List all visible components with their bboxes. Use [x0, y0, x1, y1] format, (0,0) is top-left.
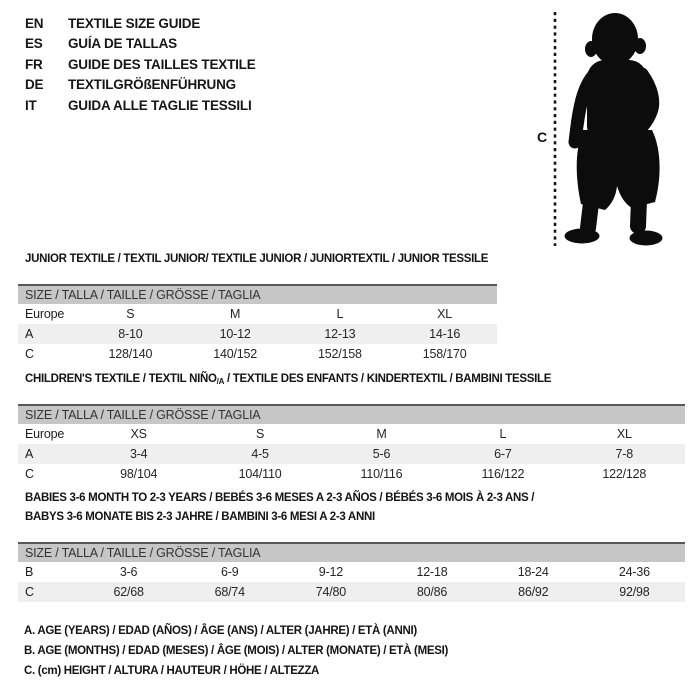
size-cell: S [256, 427, 265, 441]
height-cell: 62/68 [78, 582, 179, 602]
language-row [25, 75, 256, 95]
height-cell: 74/80 [280, 582, 381, 602]
table-row [18, 444, 685, 464]
months-cell: 3-6 [119, 565, 138, 579]
table-row [18, 562, 685, 582]
size-cell: XL [616, 427, 632, 441]
months-cell: 6-9 [221, 565, 239, 579]
age-cell: 8-10 [78, 324, 183, 344]
table-row [18, 304, 497, 324]
age-cell: 4-5 [199, 444, 320, 464]
language-title: GUIDE DES TAILLES TEXTILE [68, 56, 256, 72]
size-cell: XL [437, 307, 453, 321]
babies-size-table [18, 542, 685, 602]
size-cell: XS [130, 427, 147, 441]
months-cell: 12-18 [416, 565, 448, 579]
language-code: DE [25, 77, 44, 93]
table-row [18, 464, 685, 484]
language-row [25, 55, 256, 75]
size-header-bar: SIZE / TALLA / TAILLE / GRÖSSE / TAGLIA [18, 285, 497, 304]
baby-silhouette-shape [565, 13, 663, 246]
size-cell: L [499, 427, 507, 441]
age-cell: 10-12 [183, 324, 288, 344]
months-cell: 24-36 [618, 565, 650, 579]
language-code: ES [25, 36, 43, 52]
children-size-table [18, 404, 685, 484]
baby-silhouette-icon [535, 8, 695, 250]
children-title-part2: / TEXTILE DES ENFANTS / KINDERTEXTIL / BAMBINI TESSILE [224, 373, 552, 385]
babies-title-line1: BABIES 3-6 MONTH TO 2-3 YEARS / BEBÉS 3-6 MESES A 2-3 AÑOS / BÉBÉS 3-6 MOIS À 2-3 ANS / [25, 492, 535, 504]
junior-size-table [18, 284, 497, 364]
months-cell: 18-24 [517, 565, 549, 579]
height-cell: 140/152 [213, 347, 258, 361]
language-title-list [25, 14, 256, 116]
height-cell: 122/128 [602, 467, 647, 481]
note-b: B. AGE (MONTHS) / EDAD (MESES) / ÂGE (MOIS) / ALTER (MONATE) / ETÀ (MESI) [24, 645, 449, 657]
babies-title-line2: BABYS 3-6 MONATE BIS 2-3 JAHRE / BAMBINI 3-6 MESI A 2-3 ANNI [25, 511, 375, 523]
table-row [18, 424, 685, 444]
height-cell: 110/116 [360, 467, 403, 481]
size-header-bar: SIZE / TALLA / TAILLE / GRÖSSE / TAGLIA [18, 543, 685, 562]
height-cell: 104/110 [238, 467, 282, 481]
height-cell: 158/170 [422, 347, 467, 361]
height-cell: 80/86 [381, 582, 482, 602]
size-cell: L [336, 307, 344, 321]
language-code: EN [25, 16, 44, 31]
children-title-part1: CHILDREN'S TEXTILE / TEXTIL NIÑO [25, 373, 217, 385]
language-row [25, 34, 256, 54]
language-title: GUÍA DE TALLAS [68, 36, 177, 52]
age-cell: 14-16 [392, 324, 497, 344]
language-row [25, 96, 256, 116]
height-measure-figure [535, 8, 695, 250]
height-cell: 116/122 [481, 467, 525, 481]
babies-section-title [25, 489, 534, 527]
table-row [18, 582, 685, 602]
row-label: Europe [25, 427, 65, 441]
language-title: GUIDA ALLE TAGLIE TESSILI [68, 97, 252, 113]
height-cell: 86/92 [483, 582, 584, 602]
height-cell: 92/98 [584, 582, 685, 602]
row-label: A [18, 444, 78, 464]
language-row [25, 14, 256, 34]
age-cell: 3-4 [78, 444, 199, 464]
junior-section-title: JUNIOR TEXTILE / TEXTIL JUNIOR/ TEXTILE JUNIOR / JUNIORTEXTIL / JUNIOR TESSILE [25, 253, 489, 265]
row-label: B [25, 565, 34, 579]
table-row [18, 324, 497, 344]
language-code: FR [25, 56, 43, 72]
row-label: Europe [25, 307, 65, 321]
note-c: C. (cm) HEIGHT / ALTURA / HAUTEUR / HÖHE / ALTEZZA [24, 665, 320, 677]
row-label: C [25, 347, 34, 361]
age-cell: 12-13 [288, 324, 393, 344]
size-header-bar: SIZE / TALLA / TAILLE / GRÖSSE / TAGLIA [18, 405, 685, 424]
table-row [18, 344, 497, 364]
children-title-sub: /A [216, 377, 225, 386]
age-cell: 7-8 [564, 444, 685, 464]
language-title: TEXTILGRÖßENFÜHRUNG [68, 77, 236, 93]
row-label: C [25, 467, 34, 481]
size-cell: M [376, 427, 387, 441]
months-cell: 9-12 [318, 565, 343, 579]
age-cell: 5-6 [321, 444, 442, 464]
size-cell: S [126, 307, 135, 321]
height-cell: 98/104 [120, 467, 158, 481]
height-cell: 68/74 [179, 582, 280, 602]
legend-notes [24, 621, 448, 681]
language-code: IT [25, 97, 37, 113]
height-cell: 128/140 [108, 347, 153, 361]
measure-c-label: C [536, 129, 548, 145]
size-cell: M [230, 307, 241, 321]
note-a: A. AGE (YEARS) / EDAD (AÑOS) / ÂGE (ANS) / ALTER (JAHRE) / ETÀ (ANNI) [24, 625, 417, 637]
children-section-title [25, 370, 551, 391]
row-label: C [18, 582, 78, 602]
language-title: TEXTILE SIZE GUIDE [68, 16, 201, 31]
age-cell: 6-7 [442, 444, 563, 464]
height-cell: 152/158 [317, 347, 362, 361]
row-label: A [18, 324, 78, 344]
